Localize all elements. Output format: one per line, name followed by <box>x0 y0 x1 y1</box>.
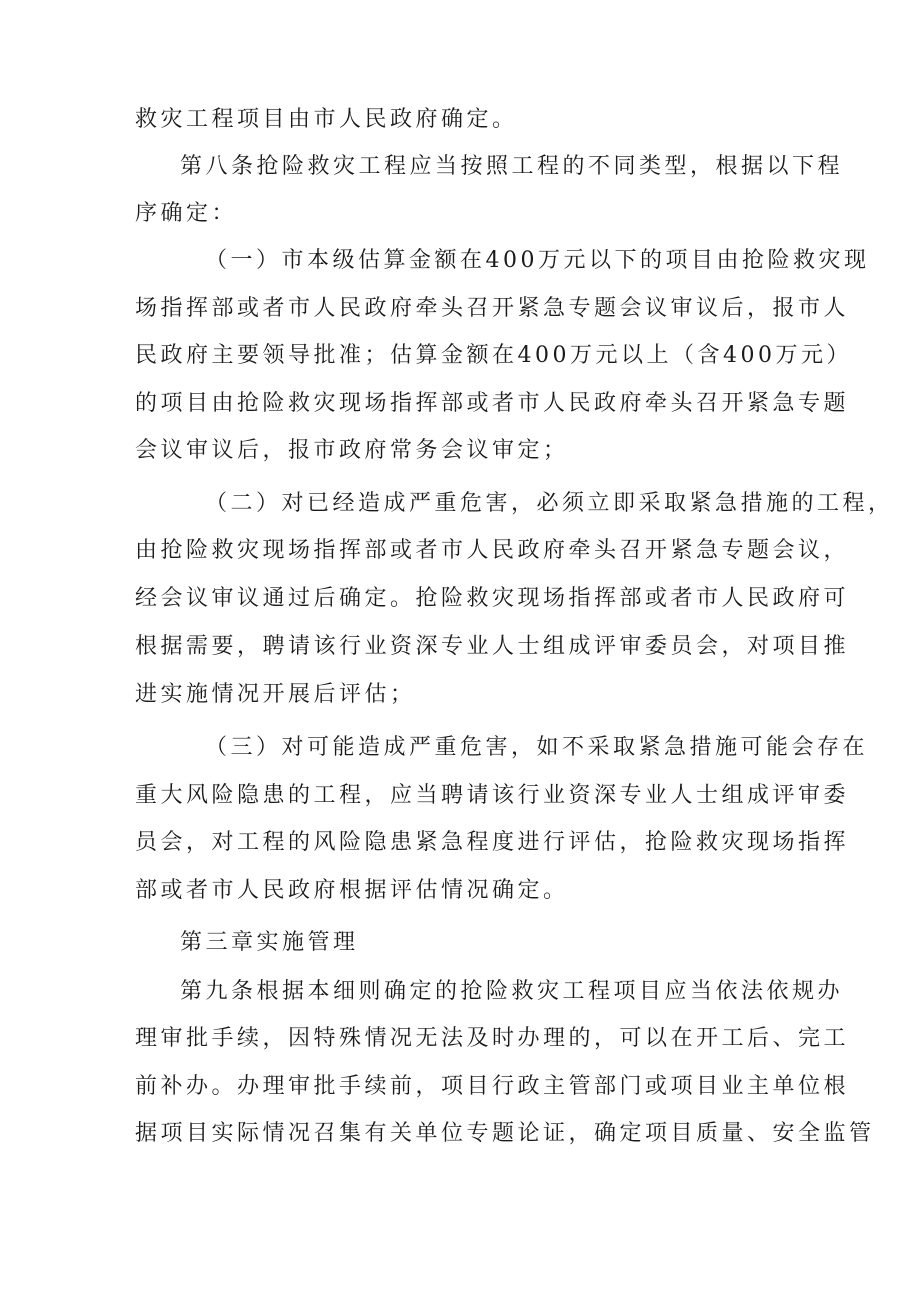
text-line: 经会议审议通过后确定。抢险救灾现场指挥部或者市人民政府可 <box>135 586 850 611</box>
text-line: 前补办。办理审批手续前，项目行政主管部门或项目业主单位根 <box>135 1074 850 1099</box>
text-line: 救灾工程项目由市人民政府确定。 <box>135 107 518 132</box>
text-line: 部或者市人民政府根据评估情况确定。 <box>135 878 569 903</box>
item-1-line: （一）市本级估算金额在400万元以下的项目由抢险救灾现 <box>205 248 870 273</box>
chapter-3-heading: 第三章实施管理 <box>180 930 359 955</box>
article-9-heading-line: 第九条根据本细则确定的抢险救灾工程项目应当依法依规办 <box>180 979 844 1004</box>
text-line: 民政府主要领导批准；估算金额在400万元以上（含400万元） <box>135 343 852 368</box>
text-line: 根据需要，聘请该行业资深专业人士组成评审委员会，对项目推 <box>135 634 850 659</box>
text-line: 理审批手续，因特殊情况无法及时办理的，可以在开工后、完工 <box>135 1026 850 1051</box>
text-line: 进实施情况开展后评估； <box>135 682 416 707</box>
text-line: 的项目由抢险救灾现场指挥部或者市人民政府牵头召开紧急专题 <box>135 391 850 416</box>
item-2-line: （二）对已经造成严重危害，必须立即采取紧急措施的工程， <box>205 491 894 516</box>
article-8-heading-line: 第八条抢险救灾工程应当按照工程的不同类型，根据以下程 <box>180 154 844 179</box>
text-line: 员会，对工程的风险隐患紧急程度进行评估，抢险救灾现场指挥 <box>135 830 850 855</box>
text-line: 据项目实际情况召集有关单位专题论证，确定项目质量、安全监管 <box>135 1121 875 1146</box>
text-line: 场指挥部或者市人民政府牵头召开紧急专题会议审议后，报市人 <box>135 296 850 321</box>
text-line: 由抢险救灾现场指挥部或者市人民政府牵头召开紧急专题会议， <box>135 538 850 563</box>
text-line: 重大风险隐患的工程，应当聘请该行业资深专业人士组成评审委 <box>135 783 850 808</box>
text-line: 会议审议后，报市政府常务会议审定； <box>135 438 569 463</box>
item-3-line: （三）对可能造成严重危害，如不采取紧急措施可能会存在 <box>205 735 869 760</box>
text-line: 序确定： <box>135 201 238 226</box>
